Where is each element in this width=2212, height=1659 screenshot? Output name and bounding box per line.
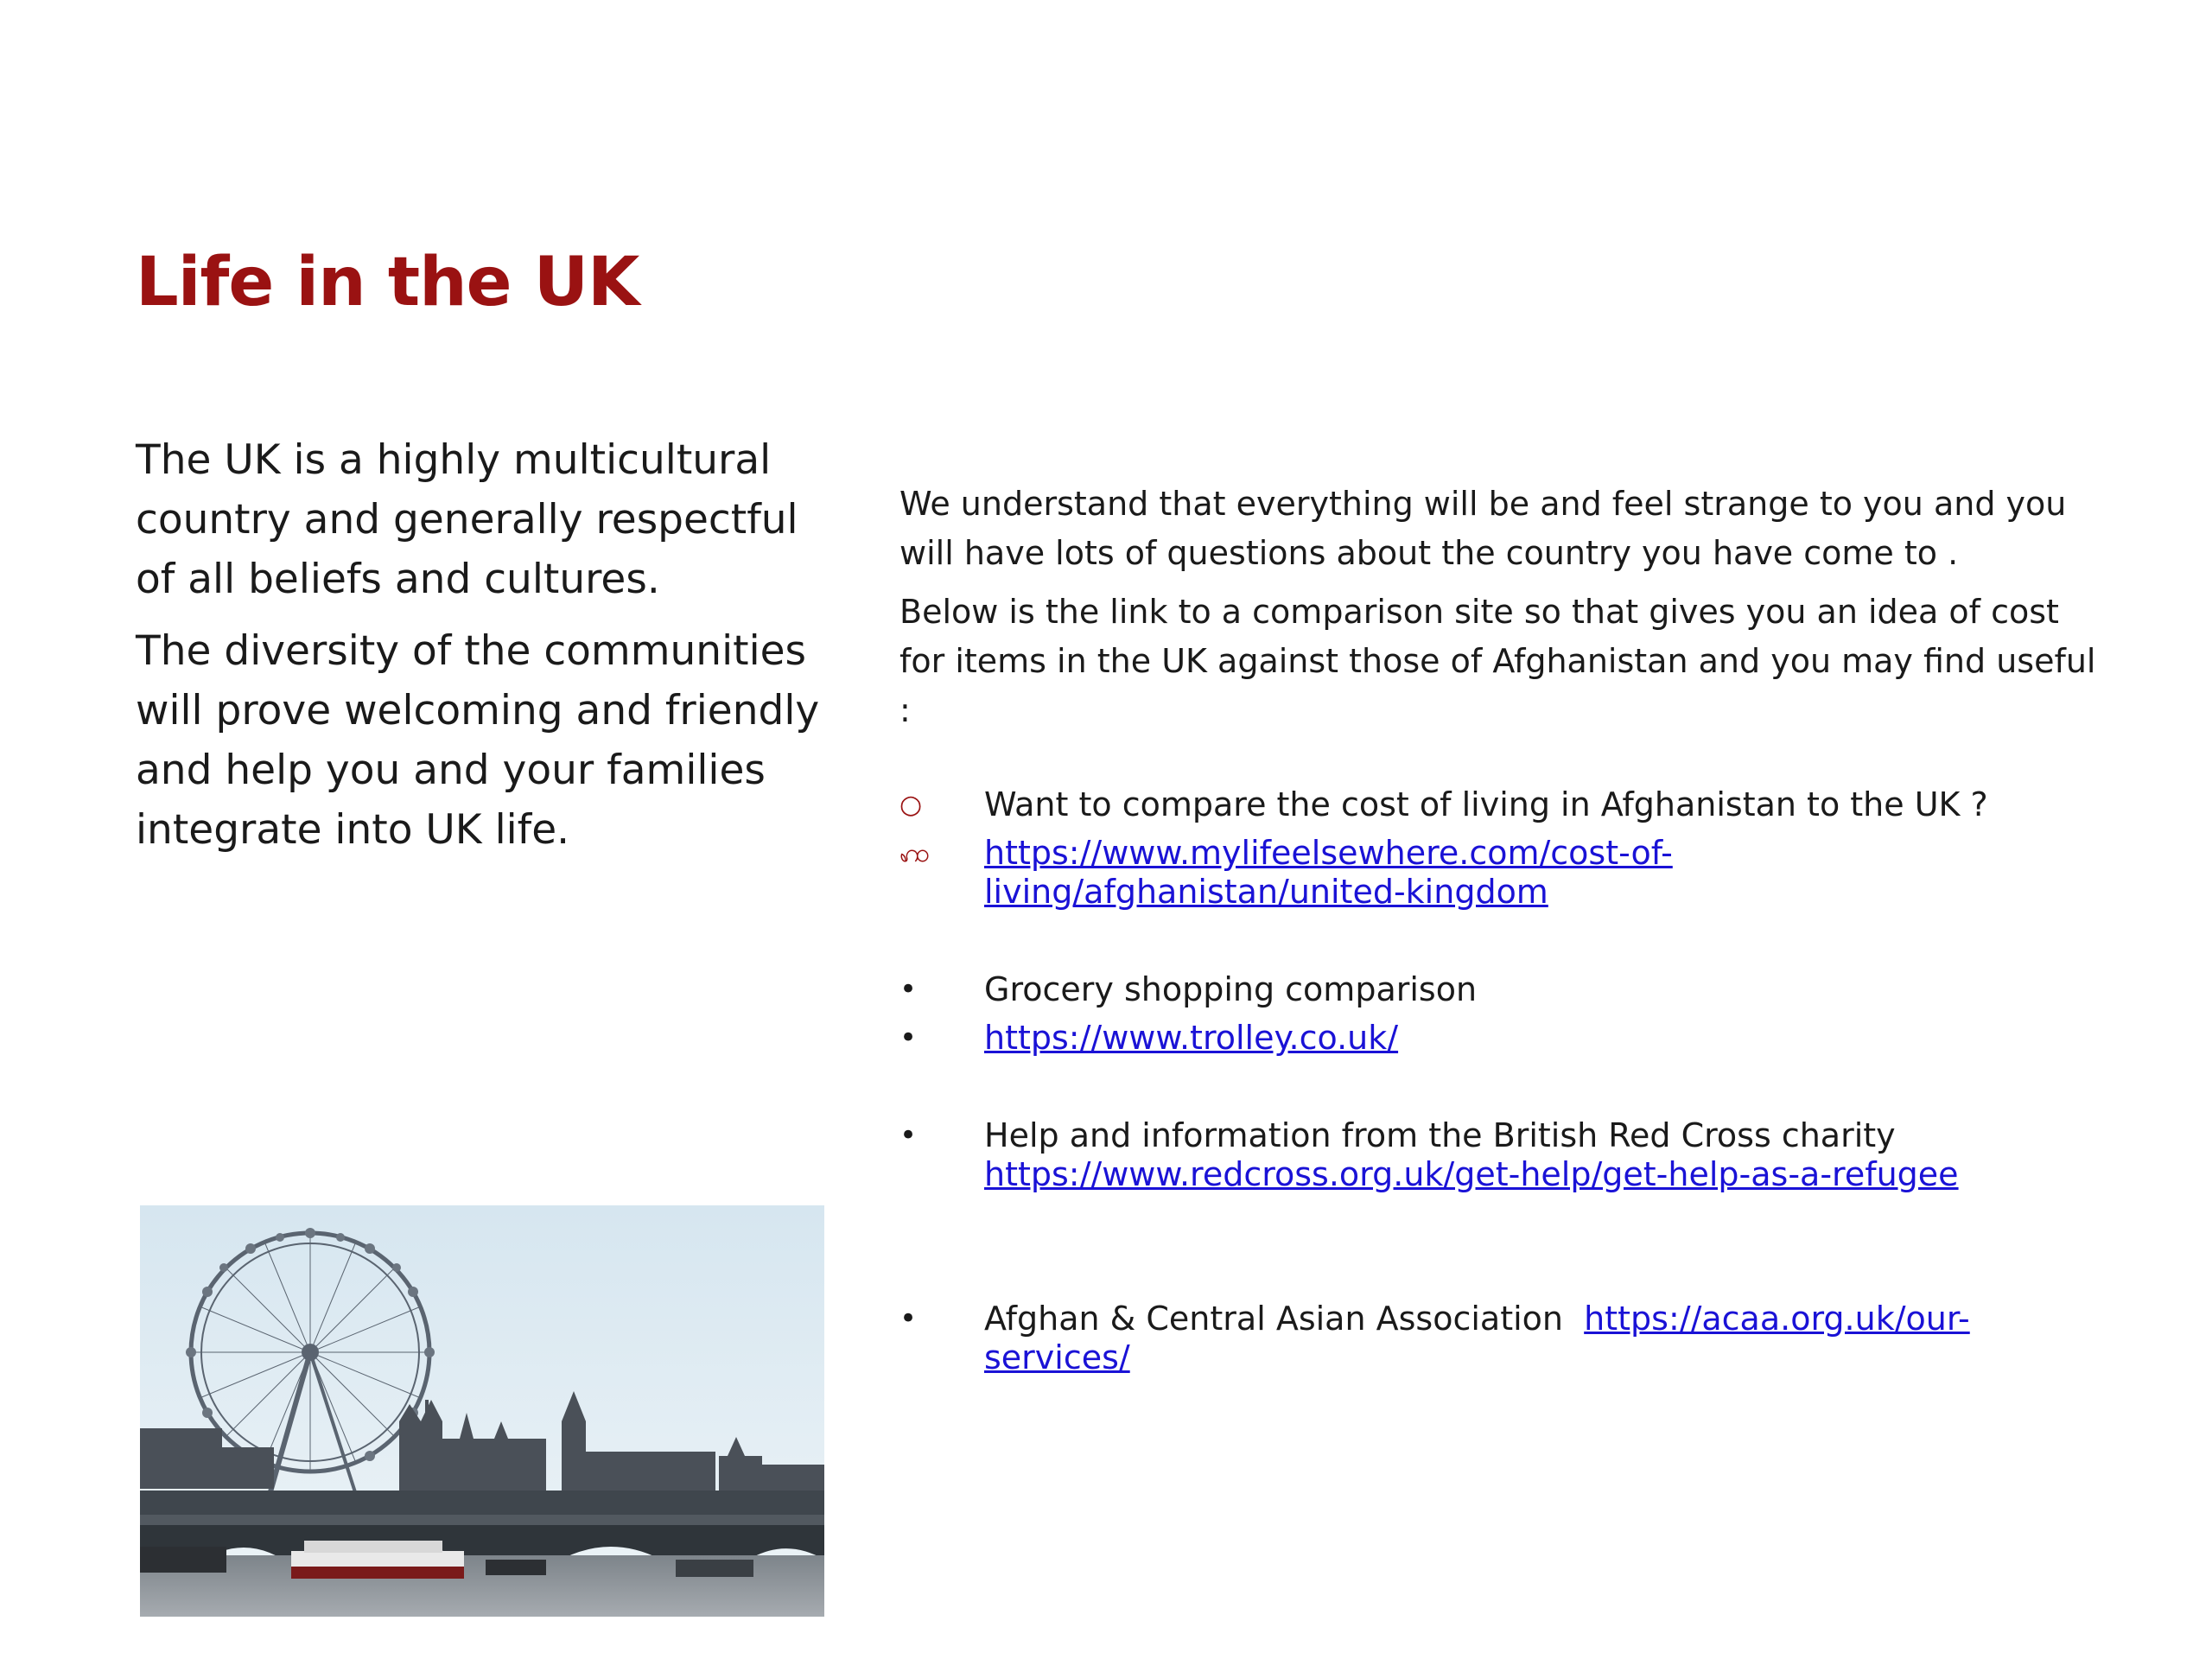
bullet-icon: • [899,1301,918,1336]
bullet-icon: • [899,972,918,1007]
list-item-cost-of-living [899,785,2126,824]
intro-paragraph-1: We understand that everything will be and feel strange to you and you will have lots of questions about the country you have come to . [899,485,2067,572]
acaa-text: Afghan & Central Asian Association [984,1300,1563,1338]
list-item-grocery [899,970,2126,1009]
left-text-block [136,430,836,860]
mylifeelsewhere-link[interactable]: https://www.mylifeelsewhere.com/cost-of-living/afghanistan/united-kingdom [984,834,1673,911]
ornament-bullet-icon: ꩲ [899,838,931,868]
redcross-text: Help and information from the British Red Cross charity [984,1116,1896,1154]
intro-paragraph-2: Below is the link to a comparison site so that gives you an idea of cost for items in the UK against those of Afghanistan and you may find useful : [899,593,2096,729]
acaa-link[interactable]: https://acaa.org.uk/our-services/ [984,1300,1970,1376]
redcross-link[interactable]: https://www.redcross.org.uk/get-help/get-help-as-a-refugee [984,1155,1959,1193]
list-item-mylifeelsewhere [899,834,2126,912]
trolley-link[interactable]: https://www.trolley.co.uk/ [984,1019,1399,1057]
cost-of-living-text: Want to compare the cost of living in Afghanistan to the UK ? [984,785,1988,823]
list-item-acaa [899,1300,2126,1377]
left-paragraph-1: The UK is a highly multicultural country and generally respectful of all beliefs and cultures. [136,436,798,603]
list-item-redcross [899,1116,2126,1194]
intro-text-block [899,480,2109,735]
grocery-text: Grocery shopping comparison [984,970,1478,1008]
left-paragraph-2: The diversity of the communities will prove welcoming and friendly and help you and your families integrate into UK life. [136,627,820,854]
slide-title: Life in the UK [136,244,639,321]
london-skyline-photo [140,1205,824,1617]
bullet-icon: • [899,1020,918,1055]
bullet-icon: • [899,1118,918,1153]
list-item-trolley [899,1019,2126,1058]
hollow-circle-bullet-icon: ○ [899,790,923,820]
